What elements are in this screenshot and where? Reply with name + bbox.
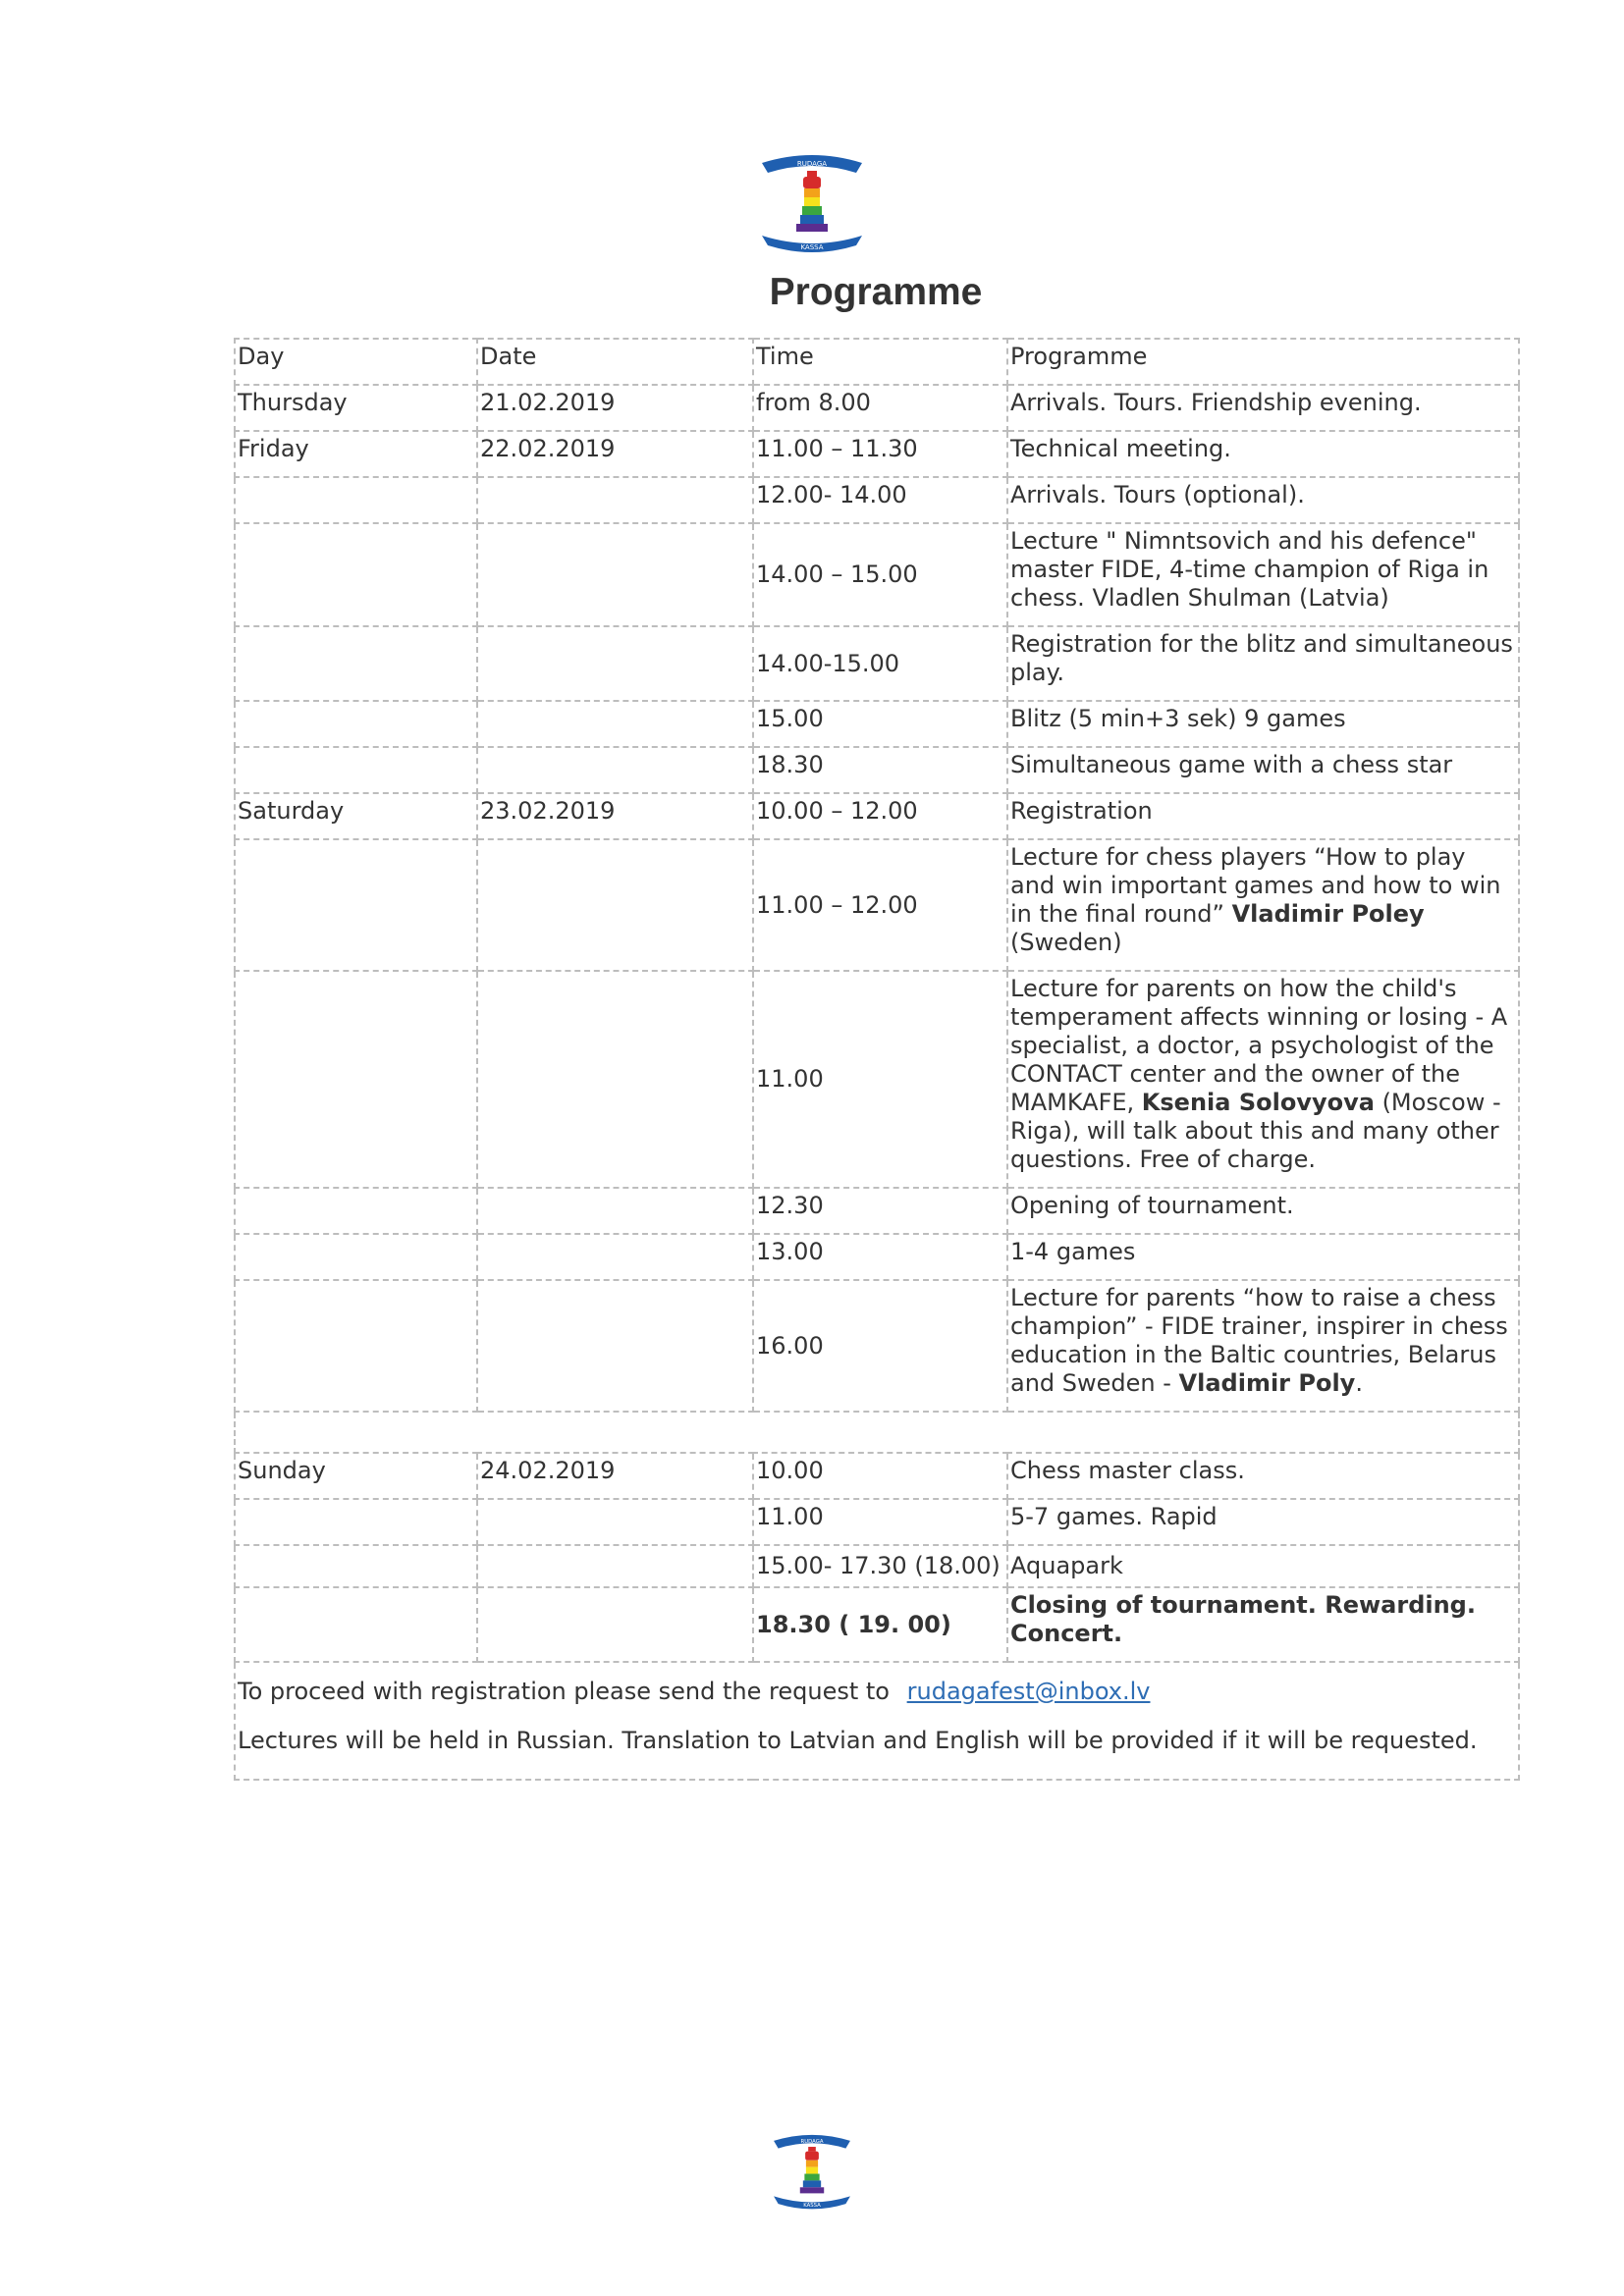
- date-cell: [477, 1234, 753, 1280]
- day-cell: [235, 1280, 477, 1412]
- programme-cell: 5-7 games. Rapid: [1007, 1499, 1519, 1545]
- svg-text:RUDAGA: RUDAGA: [796, 160, 828, 168]
- spacer-cell: [235, 1412, 1519, 1453]
- table-row: [235, 1499, 1519, 1545]
- time-cell: 14.00 – 15.00: [753, 523, 1007, 626]
- time-cell: 14.00-15.00: [753, 626, 1007, 701]
- day-cell: [235, 839, 477, 971]
- registration-note: [238, 1667, 1516, 1716]
- day-cell: Saturday: [235, 793, 477, 839]
- time-cell: 16.00: [753, 1280, 1007, 1412]
- date-cell: [477, 747, 753, 793]
- table-row: [235, 1234, 1519, 1280]
- programme-cell: Blitz (5 min+3 sek) 9 games: [1007, 701, 1519, 747]
- programme-cell: Registration: [1007, 793, 1519, 839]
- date-cell: [477, 523, 753, 626]
- table-row: [235, 477, 1519, 523]
- table-row: [235, 839, 1519, 971]
- day-cell: [235, 1188, 477, 1234]
- date-cell: [477, 1499, 753, 1545]
- speaker-name: Vladimir Poly: [1178, 1369, 1356, 1397]
- programme-cell: Arrivals. Tours. Friendship evening.: [1007, 385, 1519, 431]
- time-cell: 11.00: [753, 1499, 1007, 1545]
- programme-cell: Simultaneous game with a chess star: [1007, 747, 1519, 793]
- programme-cell: [1007, 839, 1519, 971]
- programme-cell: [1007, 971, 1519, 1188]
- table-row: [235, 747, 1519, 793]
- date-cell: 23.02.2019: [477, 793, 753, 839]
- date-cell: [477, 1188, 753, 1234]
- date-cell: [477, 1280, 753, 1412]
- programme-cell: Chess master class.: [1007, 1453, 1519, 1499]
- date-cell: [477, 1587, 753, 1662]
- speaker-name: Ksenia Solovyova: [1141, 1089, 1375, 1116]
- programme-cell: 1-4 games: [1007, 1234, 1519, 1280]
- programme-cell: Arrivals. Tours (optional).: [1007, 477, 1519, 523]
- table-row: [235, 626, 1519, 701]
- programme-cell: Aquapark: [1007, 1545, 1519, 1587]
- table-row: [235, 431, 1519, 477]
- programme-text: (Moscow - Riga), will talk about this and many other questions. Free of charge.: [1010, 1089, 1501, 1173]
- table-row: [235, 1453, 1519, 1499]
- date-cell: [477, 839, 753, 971]
- date-cell: [477, 626, 753, 701]
- header-day: Day: [235, 339, 477, 385]
- registration-email-link[interactable]: rudagafest@inbox.lv: [906, 1678, 1151, 1705]
- header-date: Date: [477, 339, 753, 385]
- day-cell: [235, 971, 477, 1188]
- page-title: Programme: [769, 271, 983, 313]
- programme-cell: Registration for the blitz and simultaneous play.: [1007, 626, 1519, 701]
- svg-text:RUDAGA: RUDAGA: [800, 2139, 824, 2146]
- svg-text:KASSA: KASSA: [803, 2203, 821, 2210]
- date-cell: [477, 1545, 753, 1587]
- programme-text: (Sweden): [1010, 929, 1122, 956]
- time-cell: 18.30 ( 19. 00): [753, 1587, 1007, 1662]
- table-row: [235, 1280, 1519, 1412]
- programme-cell: Lecture " Nimntsovich and his defence" master FIDE, 4-time champion of Riga in chess. Vladlen Shulman (Latvia): [1007, 523, 1519, 626]
- table-row: [235, 793, 1519, 839]
- footer-row: [235, 1662, 1519, 1780]
- table-row: [235, 701, 1519, 747]
- day-cell: [235, 1234, 477, 1280]
- table-row: [235, 523, 1519, 626]
- footer-cell: [235, 1662, 1519, 1780]
- day-cell: Sunday: [235, 1453, 477, 1499]
- time-cell: 15.00- 17.30 (18.00): [753, 1545, 1007, 1587]
- day-cell: [235, 1545, 477, 1587]
- programme-text: Lecture for chess players “How to play and win important games and how to win in the final round”: [1010, 843, 1501, 928]
- day-cell: [235, 1587, 477, 1662]
- day-cell: [235, 747, 477, 793]
- date-cell: [477, 971, 753, 1188]
- day-cell: [235, 477, 477, 523]
- time-cell: 12.00- 14.00: [753, 477, 1007, 523]
- day-cell: Friday: [235, 431, 477, 477]
- time-cell: 12.30: [753, 1188, 1007, 1234]
- header-programme: Programme: [1007, 339, 1519, 385]
- time-cell: 11.00 – 12.00: [753, 839, 1007, 971]
- time-cell: 18.30: [753, 747, 1007, 793]
- date-cell: 24.02.2019: [477, 1453, 753, 1499]
- spacer-row: [235, 1412, 1519, 1453]
- time-cell: 11.00: [753, 971, 1007, 1188]
- time-cell: 15.00: [753, 701, 1007, 747]
- day-cell: Thursday: [235, 385, 477, 431]
- table-row: [235, 1587, 1519, 1662]
- programme-cell: [1007, 1280, 1519, 1412]
- table-header-row: [235, 339, 1519, 385]
- rudaga-kassa-logo: [758, 149, 866, 259]
- speaker-name: Vladimir Poley: [1231, 900, 1425, 928]
- language-note: Lectures will be held in Russian. Translation to Latvian and English will be provided if it will be requested.: [238, 1727, 1478, 1754]
- table-row: [235, 1188, 1519, 1234]
- day-cell: [235, 626, 477, 701]
- day-cell: [235, 1499, 477, 1545]
- day-cell: [235, 523, 477, 626]
- time-cell: 10.00 – 12.00: [753, 793, 1007, 839]
- programme-table: [234, 338, 1520, 1781]
- time-cell: 13.00: [753, 1234, 1007, 1280]
- date-cell: [477, 701, 753, 747]
- svg-text:KASSA: KASSA: [800, 243, 824, 251]
- time-cell: 11.00 – 11.30: [753, 431, 1007, 477]
- day-cell: [235, 701, 477, 747]
- registration-text: To proceed with registration please send the request to: [238, 1678, 890, 1705]
- date-cell: 22.02.2019: [477, 431, 753, 477]
- programme-text: Lecture for parents “how to raise a chess champion” - FIDE trainer, inspirer in chess education in the Baltic countries, Belarus and Sweden -: [1010, 1284, 1508, 1397]
- programme-text: .: [1355, 1369, 1363, 1397]
- table-row: [235, 1545, 1519, 1587]
- rudaga-kassa-logo-footer: [771, 2130, 853, 2215]
- time-cell: 10.00: [753, 1453, 1007, 1499]
- programme-cell: Technical meeting.: [1007, 431, 1519, 477]
- programme-text: Lecture for parents on how the child's temperament affects winning or losing - A specialist, a doctor, a psychologist of the CONTACT center and the owner of the MAMKAFE,: [1010, 975, 1508, 1116]
- time-cell: from 8.00: [753, 385, 1007, 431]
- date-cell: [477, 477, 753, 523]
- table-row: [235, 385, 1519, 431]
- table-row: [235, 971, 1519, 1188]
- programme-cell: Opening of tournament.: [1007, 1188, 1519, 1234]
- header-time: Time: [753, 339, 1007, 385]
- date-cell: 21.02.2019: [477, 385, 753, 431]
- programme-cell: Closing of tournament. Rewarding. Concert.: [1007, 1587, 1519, 1662]
